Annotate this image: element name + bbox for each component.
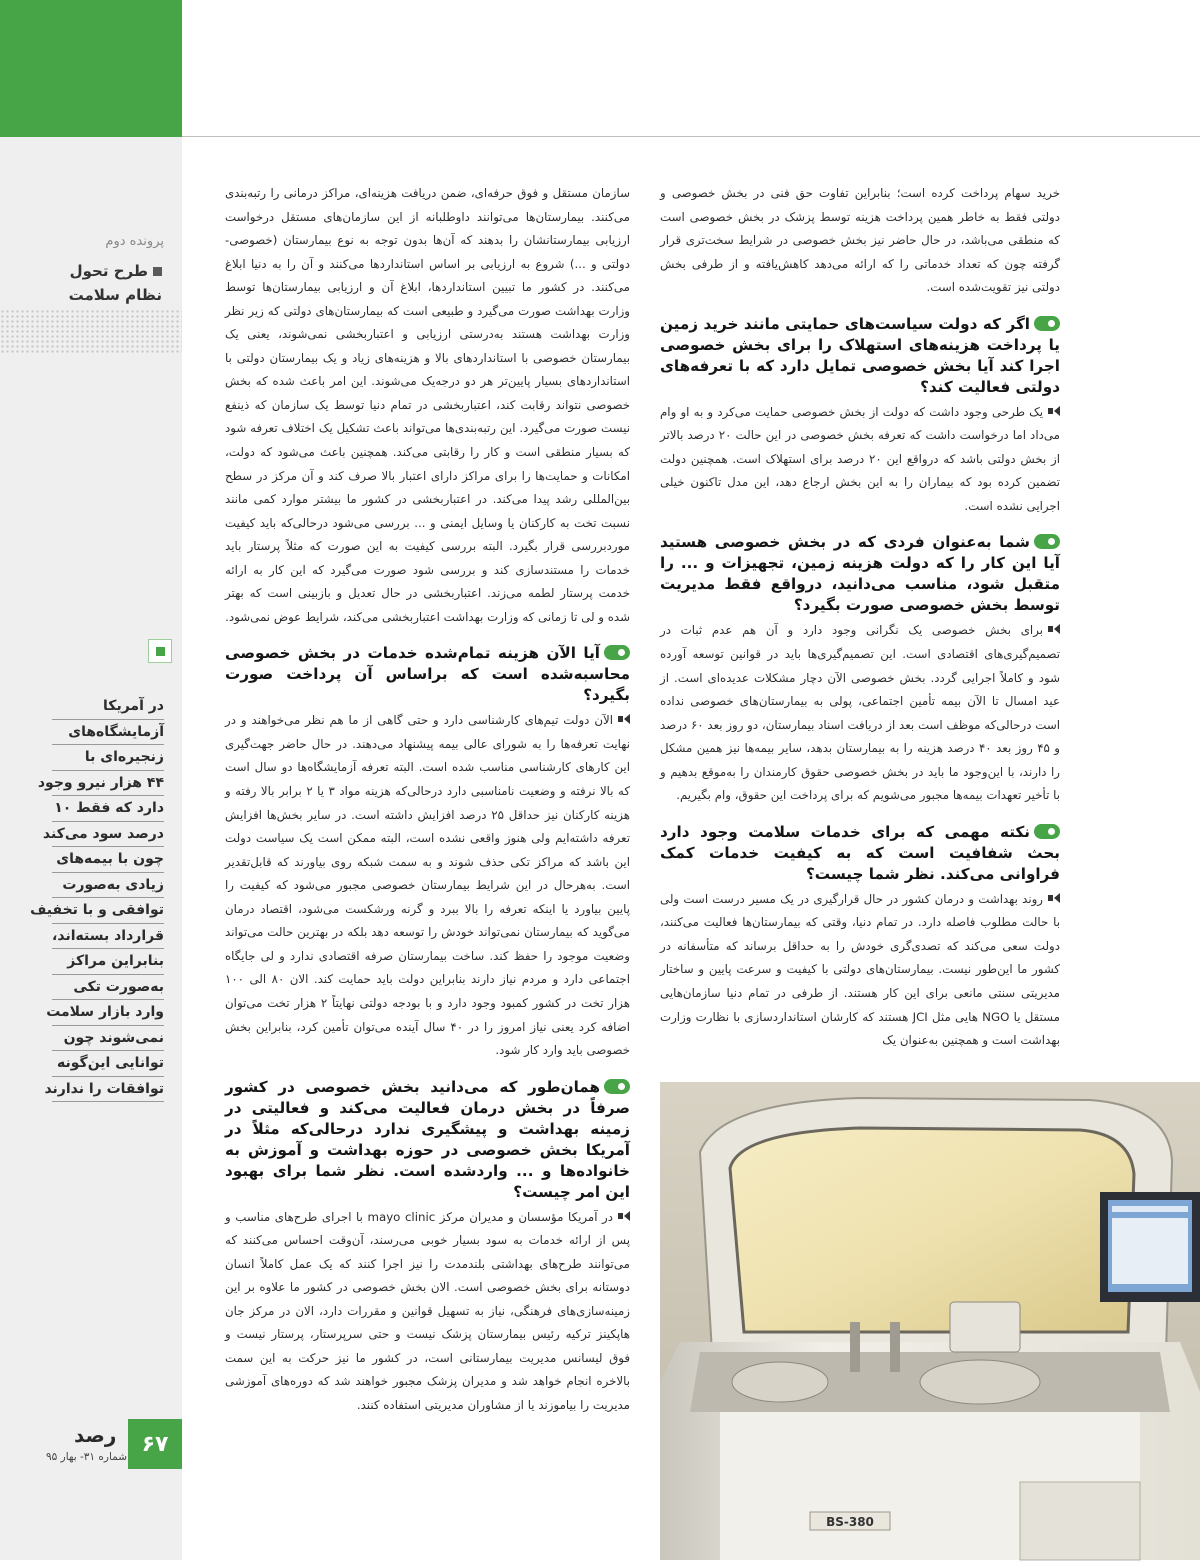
pullquote-line: قرارداد بسته‌اند،	[52, 924, 164, 950]
answer-text: الآن دولت تیم‌های کارشناسی دارد و حتی گاهی از ما هم نظر می‌خواهند و در نهایت تعرفه‌ها را به شورای عالی بیمه پیشنهاد می‌دهند. در حال حاضر جهت‌گیری این کارهای کارشناسی مناسب شده است. البته تعرفه آزمایشگاه‌ها دو سال است که بالا نرفته و وضعیت نامناسبی دارد درحالی‌که هزینه مواد ۳ یا ۲ برابر بالا رفته و هزینه کارکنان نیز حداقل ۲۵ درصد افزایش داشته است. در سایر بخش‌ها افزایش تعرفه داشته‌ایم ولی هنوز واقعی نشده است، البته ممکن است یک سیاست دولت این باشد که مراکز تکی حذف شوند و به سمت شبکه روی بیاورند که قابل‌تقدیر است. به‌هرحال در این شرایط بیمارستان خصوصی مجبور می‌شود که کیفیت را پایین بیاورد یا اینکه تعرفه را بالا ببرد و گرنه ورشکست می‌شود، اقتصاد درمان می‌گوید که بیمارستان نمی‌تواند خودش را توسعه دهد بلکه در بهترین حالت می‌تواند وضعیت موجود را حفظ کند. ساخت بیمارستان صرفه اقتصادی ندارد و لی جایگاه اجتماعی دارد و مردم نیاز دارند بنابراین دولت باید حمایت کند. الان ۸۰ الی ۱۰۰ هزار تخت در کشور کمبود وجود دارد و با بودجه دولتی نهایتاً ۲ هزار تخت می‌توان اضافه کرد یعنی نیاز امروز را در ۴۰ سال آینده می‌توان تأمین کرد، بنابراین بخش خصوصی باید وارد کار شود.	[225, 713, 630, 1058]
answer-paragraph	[660, 619, 1060, 807]
lab-analyzer-photo	[660, 1082, 1200, 1560]
answer-text: در آمریکا مؤسسان و مدیران مرکز mayo clinic با اجرای طرح‌های مناسب و پس از ارائه خدمات به سود بسیار خوبی می‌رسند، آن‌وقت احساس می‌کنند که می‌توانند طرح‌های بهداشتی بلندمدت را نیز اجرا کنند که یک عمل کاملاً انسان دوستانه برای بخش خصوصی است. الان بخش خصوصی در کشور ما علاوه بر این زمینه‌سازی‌های فرهنگی، نیاز به تسهیل قوانین و مقررات دارد، الان در مرکز جان هاپکینز ترکیه رئیس بیمارستان پزشک نیست و حتی سرپرستار، پرستار نیست و فوق لیسانس مدیریت بیمارستانی است، در کشور ما نیز حرکت به این سمت بالاخره انجام خواهد شد و مدیران پزشک مجبور خواهند شد که دوره‌های آموزشی مدیریت را بیاموزند یا از مشاوران مدیریتی استفاده کنند.	[225, 1209, 630, 1412]
answer-paragraph	[660, 401, 1060, 519]
page-number: ۶۷	[128, 1419, 182, 1469]
speaker-icon	[618, 714, 630, 724]
device-label: BS-380	[826, 1515, 874, 1529]
lab-analyzer-illustration	[660, 1082, 1200, 1560]
left-column	[225, 182, 630, 1418]
file-label: پرونده دوم	[105, 234, 164, 249]
answer-text: برای بخش خصوصی یک نگرانی وجود دارد و آن هم عدم ثبات در تصمیم‌گیری‌های اقتصادی است. این تصمیم‌گیری‌ها باید در قوانین توسعه آورده شود و کاملاً اجرایی گردد. بخش خصوصی الآن دچار مشکلات عدیده‌ای است. از عید امسال تا الآن بیمه تأمین اجتماعی، پولی به بیمارستان‌های خصوصی نداده است درحالی‌که موظف است بعد از دریافت اسناد بیمارستان، دو روز بعد ۶۰ درصد و ۴۵ روز بعد ۴۰ درصد هزینه را به بیمارستان بدهد، سایر بیمه‌ها نیز همین مشکل را دارند، با این‌وجود ما باید در بخش خصوصی حقوق کارمندان را به‌موقع بدهیم و با تأخیر تعهدات بیمه‌ها مجبور می‌شویم که برای پرداخت این حقوق، وام بگیریم.	[660, 623, 1060, 803]
speaker-icon	[1048, 406, 1060, 416]
dot-pattern	[0, 309, 182, 355]
question-text: شما به‌عنوان فردی که در بخش خصوصی هستید آیا این کار را که دولت هزینه زمین، تجهیزات و ... را متقبل شود، مناسب می‌دانید، درواقع فقط مدیریت توسط بخش خصوصی صورت بگیرد؟	[660, 533, 1060, 615]
answer-paragraph	[225, 1206, 630, 1418]
pullquote-line: آزمایشگاه‌های	[52, 720, 164, 746]
sidebar	[0, 137, 182, 1560]
pullquote-line: بنابراین مراکز	[52, 949, 164, 975]
bullet-square-icon	[153, 267, 162, 276]
pullquote-line: در آمریکا	[52, 694, 164, 720]
answer-paragraph	[660, 888, 1060, 1053]
speaker-icon	[1048, 893, 1060, 903]
question-icon	[1034, 824, 1060, 839]
header-rule	[182, 136, 1200, 137]
pullquote-square-icon	[148, 639, 172, 663]
pullquote-line: زنجیره‌ای با	[52, 745, 164, 771]
pullquote-line: درصد سود می‌کند	[52, 822, 164, 848]
question-heading	[660, 532, 1060, 616]
answer-paragraph	[225, 709, 630, 1062]
issue-info: شماره ۳۱- بهار ۹۵	[46, 1451, 128, 1463]
pullquote-line: توانایی این‌گونه	[52, 1051, 164, 1077]
question-text: نکته مهمی که برای خدمات سلامت وجود دارد بحث شفافیت است که به کیفیت خدمات کمک فراوانی می‌کند. نظر شما چیست؟	[660, 822, 1060, 883]
question-icon	[604, 1079, 630, 1094]
question-heading	[225, 1077, 630, 1203]
question-icon	[604, 645, 630, 660]
pullquote-line: ۴۴ هزار نیرو وجود	[52, 771, 164, 797]
file-title-line-2: نظام سلامت	[68, 286, 162, 304]
page-footer	[0, 1419, 182, 1479]
speaker-icon	[1048, 624, 1060, 634]
file-title-line-1: طرح تحول	[69, 262, 148, 280]
paragraph: خرید سهام پرداخت کرده است؛ بنابراین تفاوت حق فنی در بخش خصوصی و دولتی فقط به خاطر همین پرداخت هزینه توسط پزشک در بخش خصوصی است که منطقی می‌باشد، در حال حاضر نیز بخش خصوصی در شرایط سخت‌تری قرار گرفته چون که تعداد خدماتی را که ارائه می‌دهد کاهش‌یافته و از طرفی بخش دولتی نیز تقویت‌شده است.	[660, 186, 1060, 295]
question-icon	[1034, 316, 1060, 331]
speaker-icon	[618, 1211, 630, 1221]
answer-text: روند بهداشت و درمان کشور در حال قرارگیری در یک مسیر درست است ولی با حالت مطلوب فاصله دارد. در تمام دنیا، وقتی که بیمارستان‌ها فعالیت می‌کنند، دولت سعی می‌کند که تصدی‌گری خودش را به حداقل برساند که متأسفانه در کشور ما این‌طور نیست. بیمارستان‌های دولتی با کیفیت و سرعت پایین و ساختار مدیریتی سنتی مانعی برای این کار هستند. از طرفی در تمام دنیا سازمان‌هایی مستقل یا NGO هایی مثل JCI هستند که کارشان استانداردسازی با نظارت وزارت بهداشت است و همچنین به‌عنوان یک	[660, 891, 1061, 1048]
question-text: همان‌طور که می‌دانید بخش خصوصی در کشور صرفاً در بخش درمان فعالیت می‌کند و فعالیتی در زمینه بهداشت و پیشگیری ندارد درحالی‌که مثلاً در آمریکا بخش خصوصی در حوزه بهداشت و آموزش به خانواده‌ها و ... واردشده است. نظر شما برای بهبود این امر چیست؟	[225, 1077, 630, 1201]
question-heading	[225, 643, 630, 706]
pullquote-line: دارد که فقط ۱۰	[52, 796, 164, 822]
question-text: آیا الآن هزینه تمام‌شده خدمات در بخش خصوصی محاسبه‌شده است که براساس آن پرداخت صورت بگیرد؟	[225, 644, 630, 705]
right-column	[660, 182, 1060, 1053]
pullquote-line: نمی‌شوند چون	[52, 1026, 164, 1052]
pullquote-line: به‌صورت تکی	[52, 975, 164, 1001]
pullquote-line: چون با بیمه‌های	[52, 847, 164, 873]
file-title	[12, 259, 162, 307]
pullquote-line: توافقات را ندارند	[52, 1077, 164, 1103]
pullquote-line: زیادی به‌صورت	[52, 873, 164, 899]
pullquote-line: وارد بازار سلامت	[52, 1000, 164, 1026]
answer-text: یک طرحی وجود داشت که دولت از بخش خصوصی حمایت می‌کرد و به او وام می‌داد اما درخواست داشت که تعرفه بخش خصوصی در این حالت ۲۰ درصد بالاتر از بخش دولتی باشد که درواقع این ۲۰ درصد برای استهلاک است. همچنین دولت تضمین کرده بود که بیماران را به این بخش ارجاع دهد، این مدل تاکنون خیلی اجرایی نشده است.	[660, 404, 1060, 513]
pullquote	[30, 694, 164, 1102]
question-heading	[660, 822, 1060, 885]
paragraph: سازمان مستقل و فوق حرفه‌ای، ضمن دریافت هزینه‌ای، مراکز درمانی را رتبه‌بندی می‌کنند. بیمارستان‌ها می‌توانند داوطلبانه از این سازمان‌های مستقل درخواست ارزیابی بیمارستانشان را بدهند که آن‌ها بدون توجه به نوع بیمارستان (خصوصی-دولتی و ...) شروع به ارزیابی بر اساس استانداردها می‌کنند و آن را به دنیا ابلاغ می‌کنند. در کشور ما تبیین استانداردها، ابلاغ آن و ارزیابی بیمارستان‌ها توسط وزارت بهداشت صورت می‌گیرد و طبیعی است که بیمارستان‌های دولتی که زیر نظر وزارت بهداشت هستند به‌درستی ارزیابی و اعتباربخشی نمی‌شوند، یعنی یک بیمارستان خصوصی با استانداردهای بالا و هزینه‌های زیاد و یک بیمارستان دولتی با استانداردهای بسیار پایین‌تر هر دو درجه‌یک می‌شوند. این امر باعث شده که بخش خصوصی نتواند رقابت کند، اعتباربخشی در تمام دنیا توسط یک سازمان که ذینفع نیست صورت می‌گیرد. این رتبه‌بندی‌ها می‌تواند باعث تشکیل یک اختلاف تعرفه شود که بسیار منطقی است و کار را رقابتی می‌کند. همچنین باعث می‌شود که دولت، امکانات و حمایت‌ها را برای مراکز دارای اعتبار بالا صرف کند و آن مرکز در سطح بین‌المللی رشد پیدا می‌کند. در اعتباربخشی در کشور ما بیشتر موارد کمی مانند نسبت تخت به کارکنان یا وسایل ایمنی و ... بررسی می‌شود درحالی‌که باید کیفیت موردبررسی قرار بگیرد. البته بررسی کیفیت به این صورت که مثلاً پرستار باید خدمات را مستندسازی کند و بررسی شود صورت می‌گیرد که این کار به ارائه خدمت پرستار لطمه می‌زند. اعتباربخشی در حال تعدیل و بازبینی است که بهتر شده و لی تا زمانی که وزارت بهداشت اعتباربخشی می‌کند، شرایط عوض نمی‌شود.	[225, 186, 630, 624]
question-heading	[660, 314, 1060, 398]
pullquote-line: توافقی و با تخفیف	[52, 898, 164, 924]
question-text: اگر که دولت سیاست‌های حمایتی مانند خرید زمین یا پرداخت هزینه‌های استهلاک را برای بخش خصوصی اجرا کند آیا بخش خصوصی تمایل دارد که با تعرفه‌های دولتی فعالیت کند؟	[660, 314, 1060, 396]
header-green-block	[0, 0, 182, 137]
question-icon	[1034, 534, 1060, 549]
magazine-logo: رصد	[74, 1423, 117, 1447]
